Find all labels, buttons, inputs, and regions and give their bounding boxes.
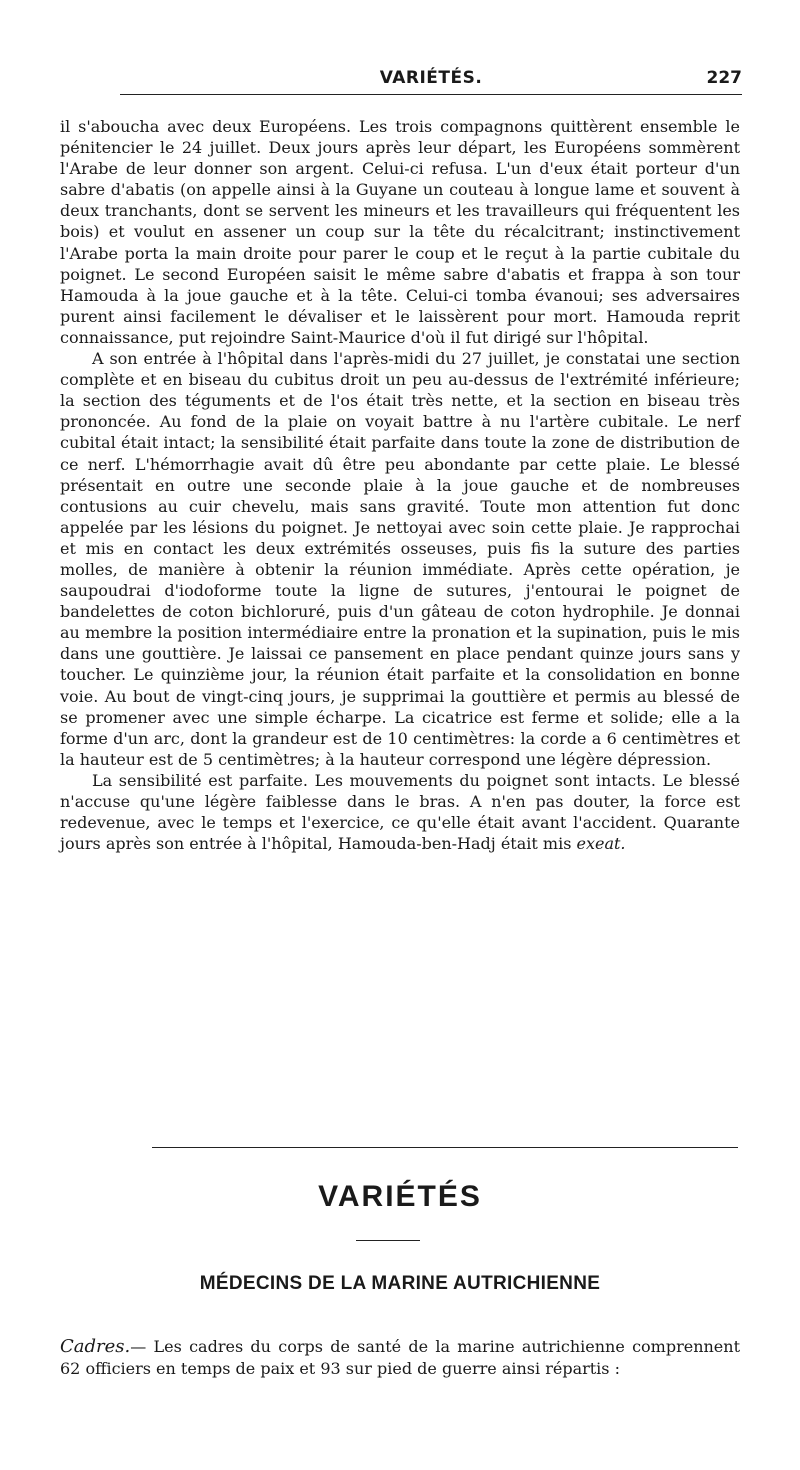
section-paragraph-text: — Les cadres du corps de santé de la marine autrichienne comprennent 62 officiers en temps de paix et 93 sur pied de guerre ainsi répartis : — [60, 1337, 740, 1378]
paragraph-1: il s'aboucha avec deux Européens. Les trois compagnons quittèrent ensemble le pénitencier le 24 juillet. Deux jours après leur départ, les Européens sommèrent l'Arabe de leur donner son argent. Celui-ci refusa. L'un d'eux était porteur d'un sabre d'abatis (on appelle ainsi à la Guyane un couteau à longue lame et souvent à deux tranchants, dont se servent les mineurs et les travailleurs qui fréquentent les bois) et voulut en assener un coup sur la tête du récalcitrant; instinctivement l'Arabe porta la main droite pour parer le coup et le reçut à la partie cubitale du poignet. Le second Européen saisit le même sabre d'abatis et frappa à son tour Hamouda à la joue gauche et à la tête. Celui-ci tomba évanoui; ses adversaires purent ainsi facilement le dévaliser et le laissèrent pour mort. Hamouda reprit connaissance, put rejoindre Saint-Maurice d'où il fut dirigé sur l'hôpital. — [60, 117, 740, 347]
paragraph-3 — [60, 770, 740, 854]
section-divider — [152, 1147, 738, 1148]
section-paragraph — [60, 1336, 740, 1380]
title-underline — [356, 1240, 420, 1241]
paragraph-3-text: La sensibilité est parfaite. Les mouvements du poignet sont intacts. Le blessé n'accuse qu'une légère faiblesse dans le bras. A n'en pas douter, la force est redevenue, avec le temps et l'exercice, ce qu'elle était avant l'accident. Quarante jours après son entrée à l'hôpital, Hamouda-ben-Hadj était mis — [60, 770, 740, 854]
paragraph-2: A son entrée à l'hôpital dans l'après-midi du 27 juillet, je constatai une section complète et en biseau du cubitus droit un peu au-dessus de l'extrémité inférieure; la section des téguments et de l'os était très nette, et la section en biseau très prononcée. Au fond de la plaie on voyait battre à nu l'artère cubitale. Le nerf cubital était intact; la sensibilité était parfaite dans toute la zone de distribution de ce nerf. L'hémorrhagie avait dû être peu abondante par cette plaie. Le blessé présentait en outre une seconde plaie à la joue gauche et de nombreuses contusions au cuir chevelu, mais sans gravité. Toute mon attention fut donc appelée par les lésions du poignet. Je nettoyai avec soin cette plaie. Je rapprochai et mis en contact les deux extrémités osseuses, puis fis la suture des parties molles, de manière à obtenir la réunion immédiate. Après cette opération, je saupoudrai d'iodoforme toute la ligne de sutures, j'entourai le poignet de bandelettes de coton bichloruré, puis d'un gâteau de coton hydrophile. Je donnai au membre la position intermédiaire entre la pronation et la supination, puis le mis dans une gouttière. Je laissai ce pansement en place pendant quinze jours sans y toucher. Le quinzième jour, la réunion était parfaite et la consolidation en bonne voie. Au bout de vingt-cinq jours, je supprimai la gouttière et permis au blessé de se promener avec une simple écharpe. La cicatrice est ferme et solide; elle a la forme d'un arc, dont la grandeur est de 10 centimètres: la corde a 6 centimètres et la hauteur est de 5 centimètres; à la hauteur correspond une légère dépression. — [60, 349, 740, 769]
section-title: VARIÉTÉS — [318, 1180, 482, 1213]
subsection-title: MÉDECINS DE LA MARINE AUTRICHIENNE — [199, 1273, 601, 1294]
body-text — [60, 116, 740, 854]
running-head — [120, 66, 742, 95]
paragraph-3-italic: exeat. — [576, 834, 626, 854]
run-in-heading: Cadres. — [60, 1336, 131, 1357]
running-title: VARIÉTÉS. — [379, 68, 483, 88]
page-number: 227 — [706, 68, 742, 88]
